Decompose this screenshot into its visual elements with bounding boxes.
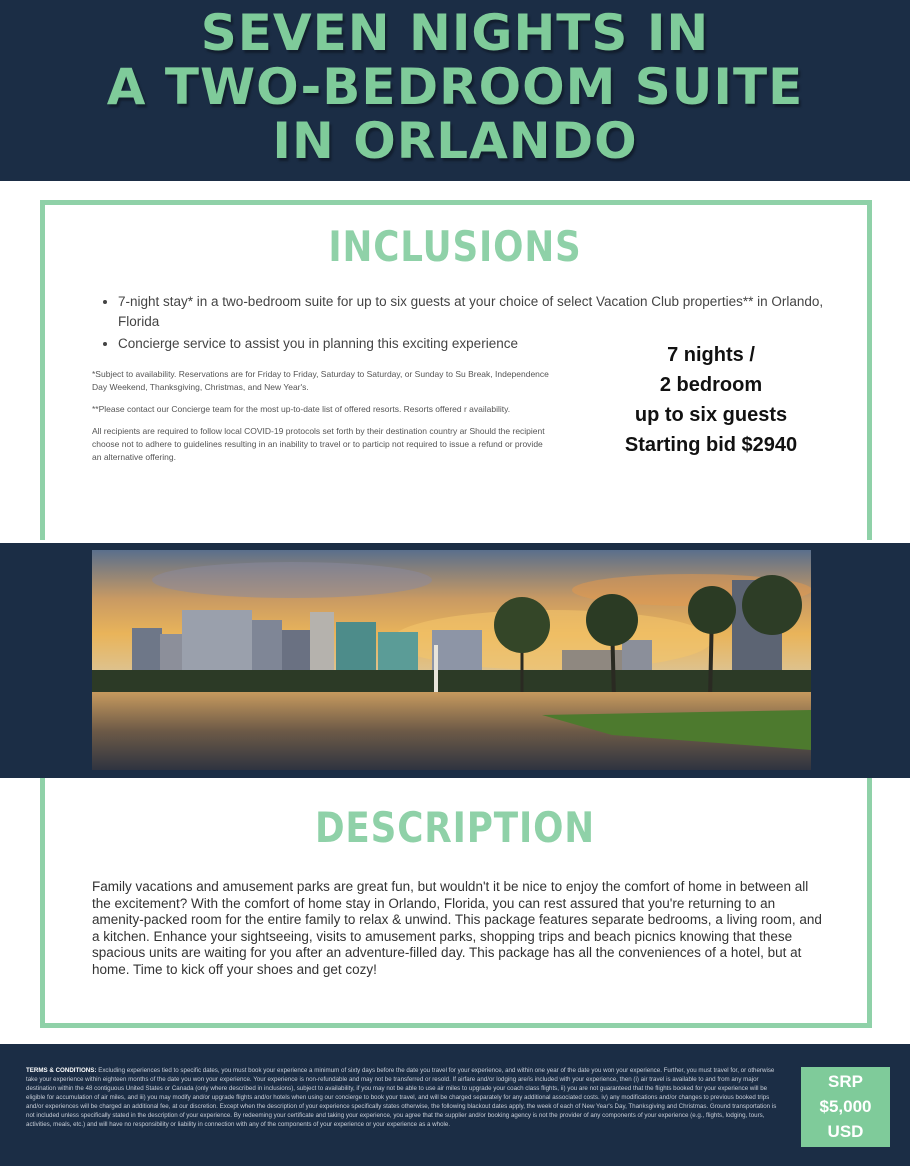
hero-title — [0, 0, 910, 168]
hero-banner — [0, 0, 910, 181]
hero-title-line-3: IN ORLANDO — [272, 112, 638, 170]
inclusions-fine-print — [92, 368, 552, 498]
callout-bedrooms: 2 bedroom — [659, 374, 763, 396]
note-availability: *Subject to availability. Reservations are for Friday to Friday, Saturday to Saturday, or Sunday to Su Break, Independence Day Weekend, Thanksgiving, Christmas, and New Year's. — [92, 369, 549, 392]
terms-heading: TERMS & CONDITIONS: — [26, 1067, 97, 1074]
skyline-illustration — [92, 550, 811, 770]
inclusions-title: INCLUSIONS — [328, 222, 582, 271]
bid-callout — [600, 340, 822, 460]
inclusion-item-concierge: • Concierge service to assist you in planning this exciting experience — [118, 334, 858, 354]
terms-and-conditions — [26, 1066, 786, 1146]
callout-nights: 7 nights / — [667, 344, 755, 366]
hero-title-line-2: A TWO-BEDROOM SUITE — [106, 58, 804, 116]
description-text: Family vacations and amusement parks are great fun, but wouldn't it be nice to enjoy the comfort of home in between all the excitement? With the comfort of home stay in Orlando, Florida, you can rest assured that you're returning to an amenity-packed room for the entire family to relax & unwind. This package features separate bedrooms, a living room, and a kitchen. Enhance your sightseeing, visits to amusement parks, shopping trips and beach picnics knowing that these spacious units are waiting for you after an adventure-filled day. This package has all the conveniences of a hotel, but at home. Time to kick off your shoes and get cozy! — [92, 879, 822, 977]
hero-title-line-1: SEVEN NIGHTS IN — [200, 4, 710, 62]
description-title: DESCRIPTION — [314, 803, 596, 852]
orlando-skyline-photo — [92, 550, 811, 770]
note-covid: All recipients are required to follow local COVID-19 protocols set forth by their destination country ar Should the recipient choose not to adhere to guidelines resulting in an inability to travel or to particip not required to issue a refund or provide an alternative offering. — [92, 426, 545, 462]
callout-guests: up to six guests — [634, 404, 788, 426]
srp-currency: USD — [827, 1122, 864, 1141]
inclusion-item-stay: • 7-night stay* in a two-bedroom suite for up to six guests at your choice of select Vacation Club properties** in Orlando, Florida — [118, 292, 858, 332]
srp-amount: $5,000 — [819, 1097, 872, 1116]
terms-text: Excluding experiences tied to specific dates, you must book your experience a minimum of sixty days before the date you travel for your experience, and within one year of the date you won your experience. Further, you must travel for, or otherwise take your experience within eighteen months of the date you won your experience. Your experience is non-refundable and may not be transferred or resold. If airfare and/or lodging are/is included with your experience, then (i) air travel is available to and from any major destination within the 48 contiguous United States or Canada (only where described in inclusions), subject to availability, if you may not be able to use air miles to upgrade your coach class flights, ii) you are not guaranteed that the flights booked for your experience will be eligible for accumulation of air miles, and iii) you may modify and/or upgrade flights and/or hotels when using our concierge to book your travel, and will be charged separately for any additional associated costs. iv) any modifications and/or changes to previous booked trips and/or experiences will be charged an additional fee, at our discretion. Except when the description of your experience specifically states otherwise, the following blackout dates apply, the week of each of New Year's Day, Thanksgiving and Christmas. Ground transportation is not included unless specifically stated in the description of your experience. By redeeming your certificate and taking your experience, you agree that the supplier and/or booking agency is not the provider of any components of your experience (e.g., flights, lodging, tours, activities, meals, etc.) and will have no responsibility or liability in connection with any of the components of your experience or your experience as a whole. — [26, 1067, 777, 1128]
srp-label: SRP — [828, 1072, 863, 1091]
callout-starting-bid: Starting bid $2940 — [624, 434, 798, 456]
note-resorts: **Please contact our Concierge team for the most up-to-date list of offered resorts. Resorts offered r availability. — [92, 404, 511, 414]
srp-badge — [801, 1067, 890, 1147]
